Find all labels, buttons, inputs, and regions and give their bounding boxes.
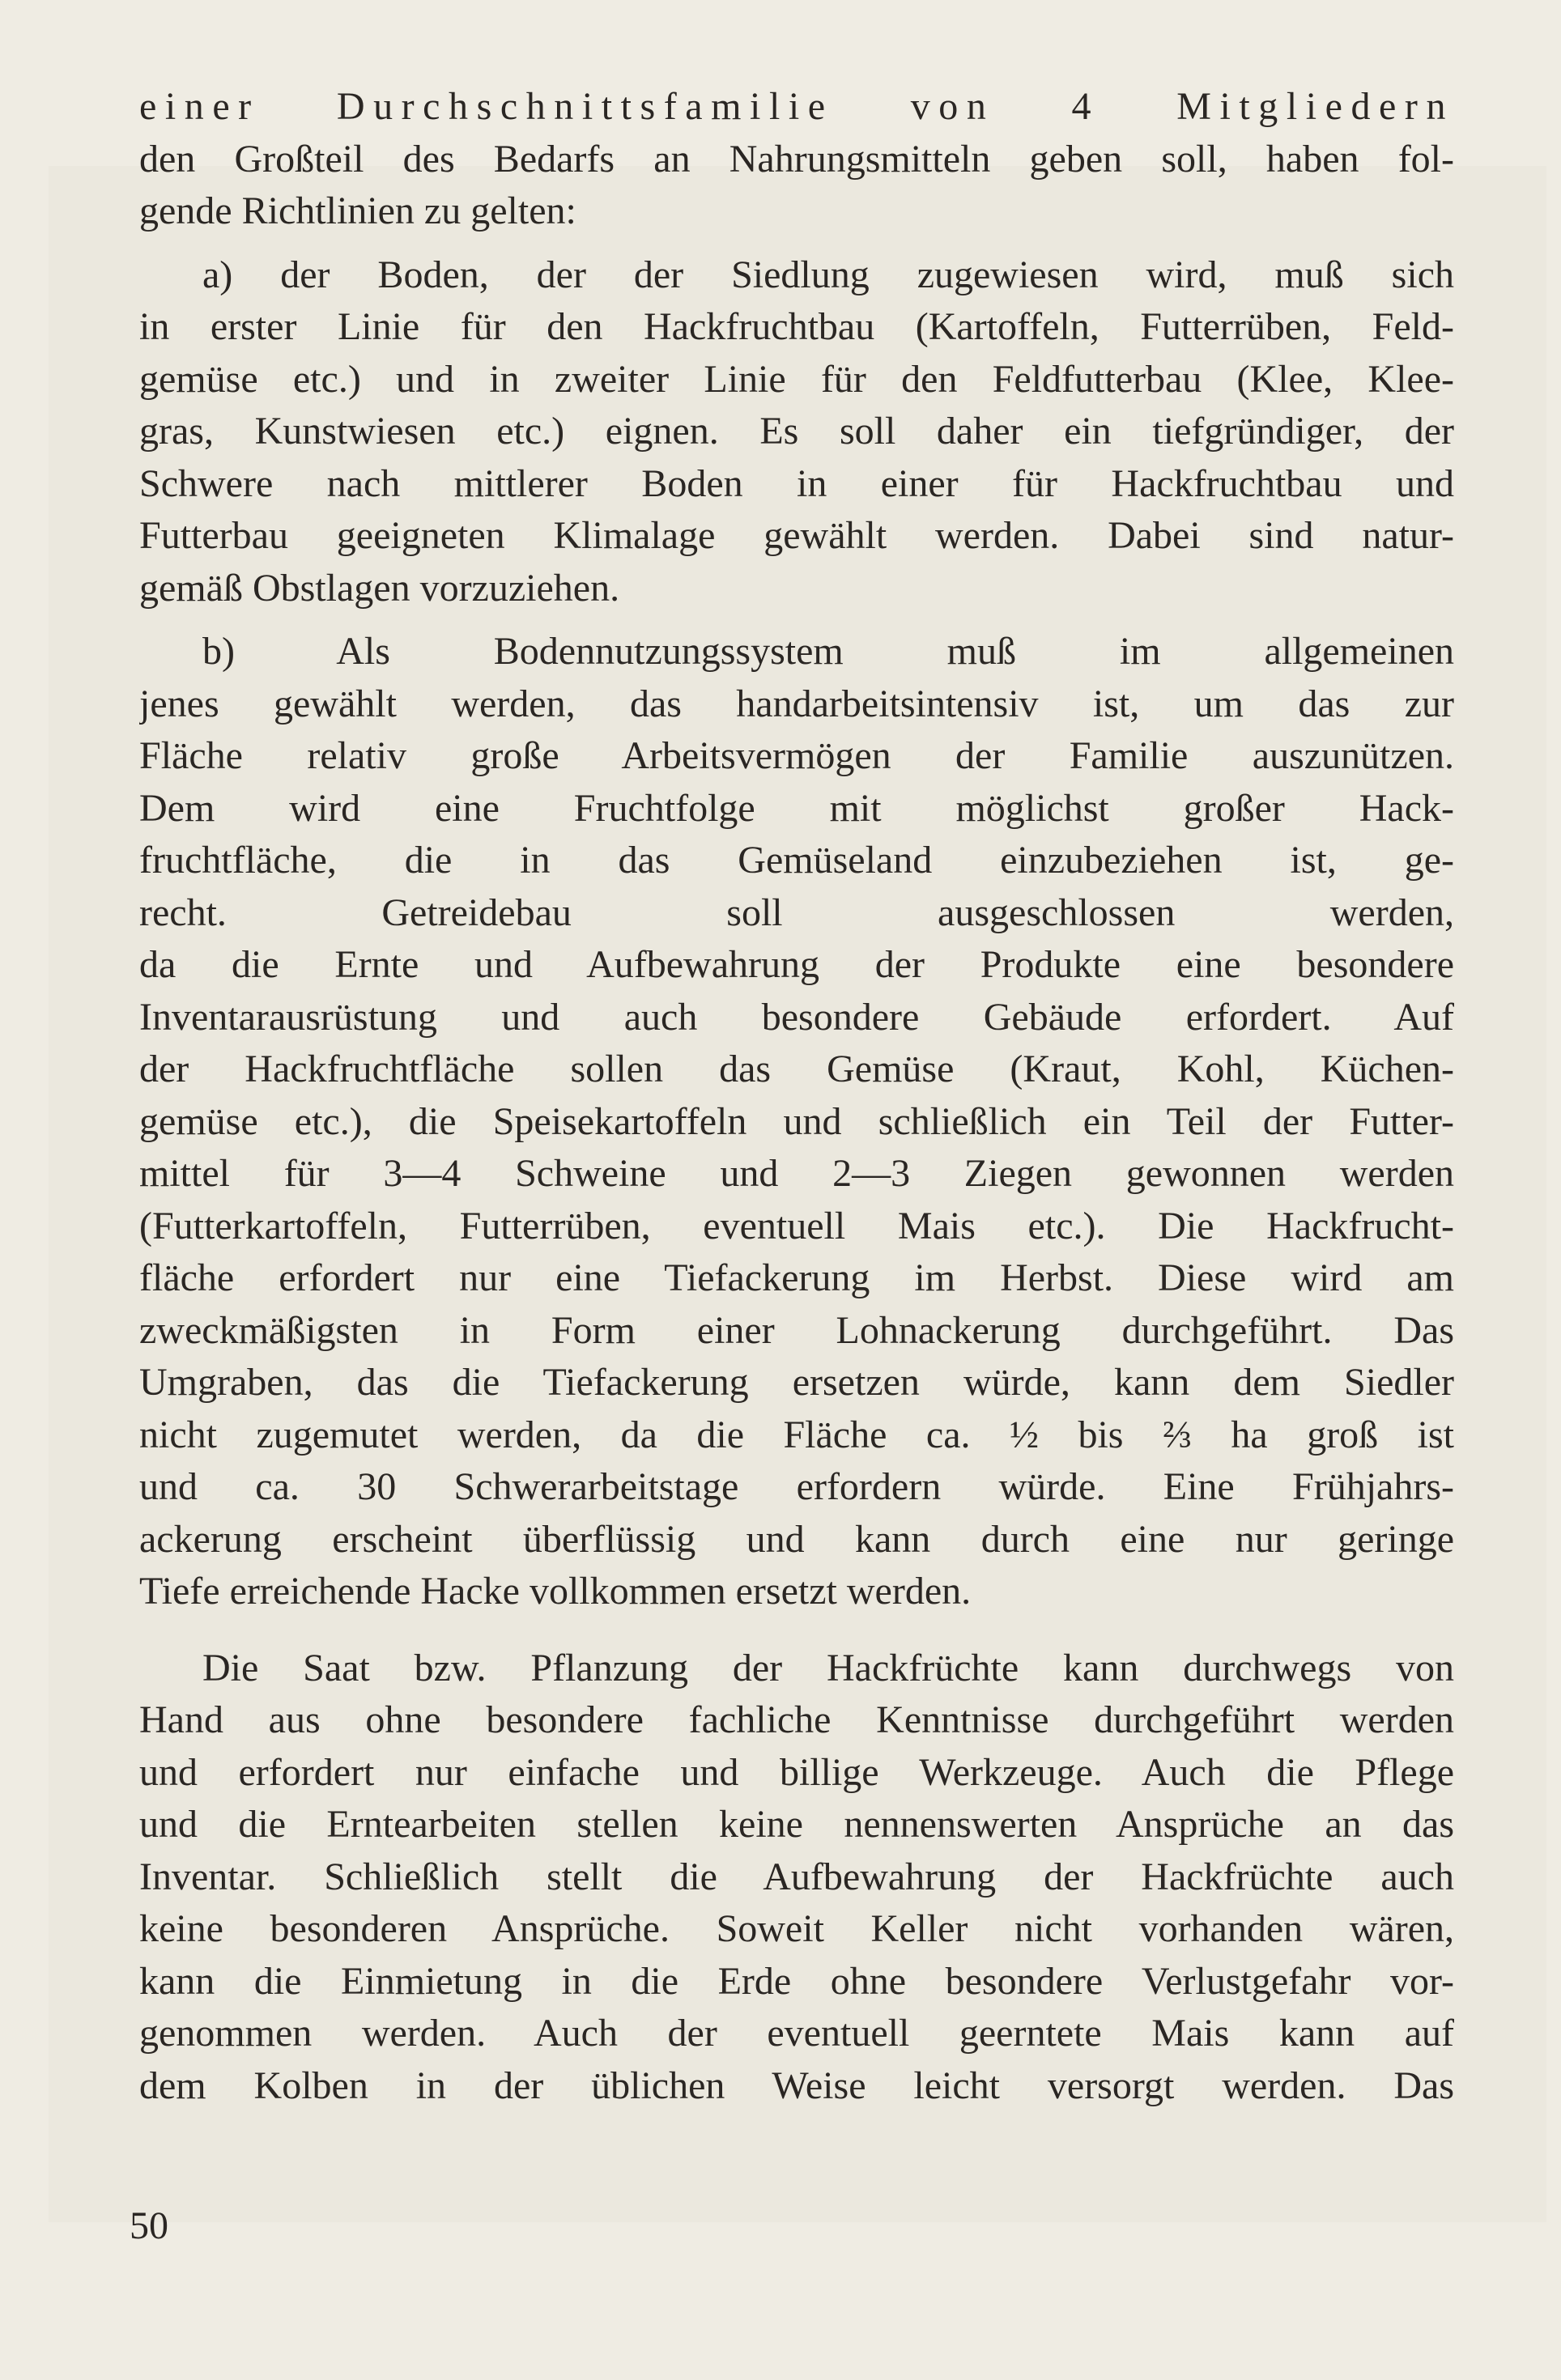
text-line: kann die Einmietung in die Erde ohne besondere Verlustgefahr vor- [139,1959,1454,2003]
text-line: jenes gewählt werden, das handarbeitsintensiv ist, um das zur [139,682,1454,725]
text-line: dem Kolben in der üblichen Weise leicht versorgt werden. Das [139,2063,1454,2107]
text-line: Die Saat bzw. Pflanzung der Hackfrüchte kann durchwegs von [202,1646,1454,1689]
text-line: recht. Getreidebau soll ausgeschlossen werden, [139,890,1454,934]
text-line: Inventarausrüstung und auch besondere Gebäude erfordert. Auf [139,995,1454,1039]
text-line: in erster Linie für den Hackfruchtbau (Kartoffeln, Futterrüben, Feld- [139,305,1454,348]
text-line: Fläche relativ große Arbeitsvermögen der Familie auszunützen. [139,734,1454,777]
text-line: keine besonderen Ansprüche. Soweit Keller nicht vorhanden wären, [139,1907,1454,1950]
paragraph-saat [139,1643,1454,2113]
text-line: Schwere nach mittlerer Boden in einer für Hackfruchtbau und [139,461,1454,505]
text-line: gende Richtlinien zu gelten: [139,189,576,232]
text-line: und die Erntearbeiten stellen keine nennenswerten Ansprüche an das [139,1803,1454,1846]
text-line: nicht zugemutet werden, da die Fläche ca. ½ bis ⅔ ha groß ist [139,1413,1454,1456]
body-text [139,81,1454,2112]
text-line: gemüse etc.), die Speisekartoffeln und schließlich ein Teil der Futter- [139,1099,1454,1143]
text-line: einer Durchschnittsfamilie von 4 Mitgliedern [139,85,1454,128]
text-line: zweckmäßigsten in Form einer Lohnackerung durchgeführt. Das [139,1308,1454,1352]
text-line: der Hackfruchtfläche sollen das Gemüse (Kraut, Kohl, Küchen- [139,1048,1454,1090]
text-line: b) Als Bodennutzungssystem muß im allgemeinen [202,630,1454,673]
text-line: fruchtfläche, die in das Gemüseland einzubeziehen ist, ge- [139,839,1454,882]
text-line: fläche erfordert nur eine Tiefackerung im Herbst. Diese wird am [139,1256,1454,1299]
text-line: den Großteil des Bedarfs an Nahrungsmitteln geben soll, haben fol- [139,137,1454,181]
text-line: genommen werden. Auch der eventuell geerntete Mais kann auf [139,2012,1454,2055]
text-line: und ca. 30 Schwerarbeitstage erfordern würde. Eine Frühjahrs- [139,1465,1454,1508]
text-line: und erfordert nur einfache und billige Werkzeuge. Auch die Pflege [139,1750,1454,1794]
text-line: Umgraben, das die Tiefackerung ersetzen würde, kann dem Siedler [139,1361,1454,1404]
paragraph-b [139,626,1454,1618]
paragraph-a [139,249,1454,615]
text-line: Hand aus ohne besondere fachliche Kenntnisse durchgeführt werden [139,1698,1454,1741]
text-line: gemäß Obstlagen vorzuziehen. [139,566,620,610]
text-line: Tiefe erreichende Hacke vollkommen ersetzt werden. [139,1570,972,1613]
text-line: ackerung erscheint überflüssig und kann durch eine nur geringe [139,1517,1454,1561]
text-line: gras, Kunstwiesen etc.) eignen. Es soll daher ein tiefgründiger, der [139,410,1454,453]
text-line: gemüse etc.) und in zweiter Linie für den Feldfutterbau (Klee, Klee- [139,357,1454,401]
text-line: da die Ernte und Aufbewahrung der Produkte eine besondere [139,943,1454,986]
text-line: mittel für 3—4 Schweine und 2—3 Ziegen gewonnen werden [139,1152,1454,1195]
paragraph-intro [139,81,1454,238]
text-line: Inventar. Schließlich stellt die Aufbewahrung der Hackfrüchte auch [139,1855,1454,1898]
text-line: a) der Boden, der der Siedlung zugewiesen wird, muß sich [202,253,1454,296]
page-number: 50 [130,2204,168,2247]
text-line: Dem wird eine Fruchtfolge mit möglichst großer Hack- [139,786,1454,830]
text-line: (Futterkartoffeln, Futterrüben, eventuell Mais etc.). Die Hackfrucht- [139,1204,1454,1247]
text-line: Futterbau geeigneten Klimalage gewählt werden. Dabei sind natur- [139,514,1454,557]
